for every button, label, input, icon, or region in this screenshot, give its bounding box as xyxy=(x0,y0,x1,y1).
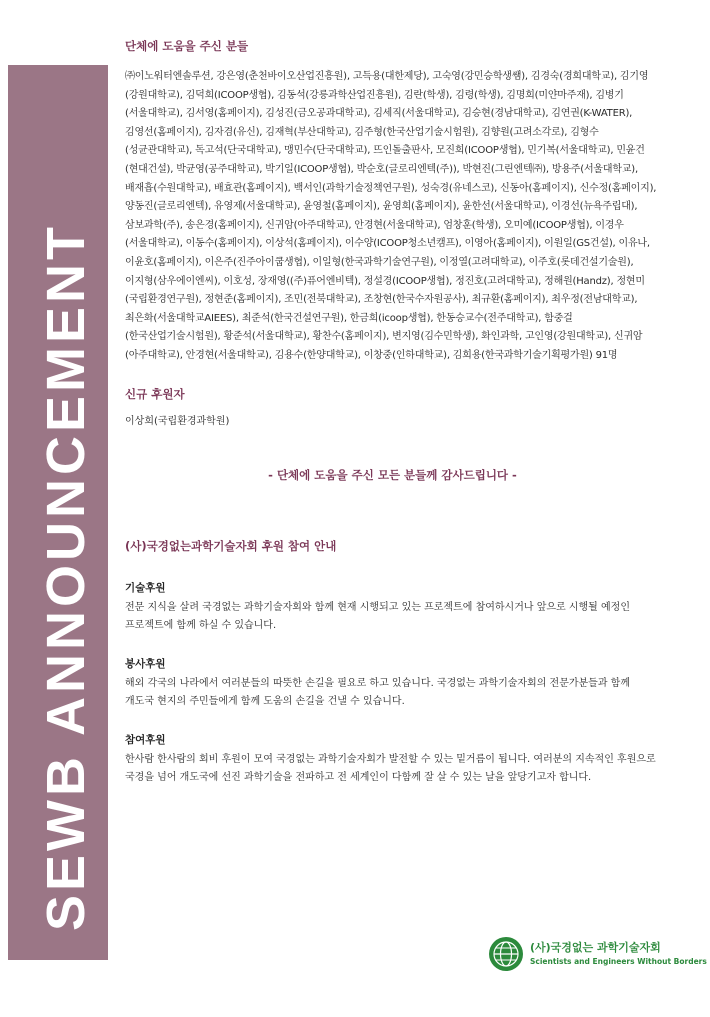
support-item-title: 기술후원 xyxy=(125,581,166,594)
globe-icon xyxy=(488,936,524,972)
support-item-technical xyxy=(125,580,660,636)
support-item-title: 봉사후원 xyxy=(125,657,166,670)
support-item-text: 해외 각국의 나라에서 여러분들의 따뜻한 손길을 필요로 하고 있습니다. 국경없는 과학기술자회의 전문가분들과 함께 개도국 현지의 주민들에게 함께 도움의 손길을 건낼 수 있습니다. xyxy=(125,677,631,707)
support-item-membership xyxy=(125,732,660,788)
sidebar-band xyxy=(8,65,108,960)
main-content xyxy=(125,38,660,788)
new-sponsors-list: 이상희(국립환경과학원) xyxy=(125,415,230,427)
support-info-heading: (사)국경없는과학기술자회 후원 참여 안내 xyxy=(125,538,337,553)
organization-logo xyxy=(488,936,707,972)
support-item-text: 전문 지식을 살려 국경없는 과학기술자회와 함께 현재 시행되고 있는 프로젝트에 참여하시거나 앞으로 시행될 예정인 프로젝트에 함께 하실 수 있습니다. xyxy=(125,601,631,631)
support-item-title: 참여후원 xyxy=(125,733,166,746)
logo-korean-name: (사)국경없는 과학기술자회 xyxy=(530,941,661,954)
thanks-message: - 단체에 도움을 주신 모든 분들께 감사드립니다 - xyxy=(268,467,517,482)
support-item-text: 한사람 한사람의 회비 후원이 모여 국경없는 과학기술자회가 발전할 수 있는 밑거름이 됩니다. 여러분의 지속적인 후원으로 국경을 넘어 개도국에 선진 과학기술을 전파하고 전 세계인이 다함께 잘 살 수 있는 날을 앞당기고자 합니다. xyxy=(125,753,656,783)
support-item-volunteer xyxy=(125,656,660,712)
donors-heading: 단체에 도움을 주신 분들 xyxy=(125,39,249,53)
logo-english-name: Scientists and Engineers Without Borders xyxy=(530,957,707,966)
donors-list: ㈜이노워터엔솔루션, 강은영(춘천바이오산업진흥원), 고득용(대한제당), 고숙영(강민승학생쌤), 김경숙(경희대학교), 김기영(강원대학교), 김덕희(ICOOP생협), 김동석(강릉과학산업진흥원), 김란(학생), 김령(학생), 김명희(미얀마주재), 김병기(서울대학교), 김서영(홈페이지), 김성진(금오공과대학교), 김세직(서울대학교), 김승현(경남대학교), 김연권(K-WATER), 김영선(홈페이지), 김자겸(유신), 김재혁(부산대학교), 김주형(한국산업기술시험원), 김향원(고려소각로), 김형수(성균관대학교), 독고석(단국대학교), 맹민수(단국대학교), 뜨인돌출판사, 모진희(ICOOP생협), 민기복(서울대학교), 민윤건(현대건설), 박균영(공주대학교), 박기일(ICOOP생협), 박순호(글로리엔텍(주)), 박현진(그린엔텍㈜), 방용주(서울대학교), 배재흡(수원대학교), 배효관(홈페이지), 백서인(과학기술정책연구원), 성숙경(유네스코), 신동아(홈페이지), 신수정(홈페이지), 양동진(글로리엔텍), 유영제(서울대학교), 윤영철(홈페이지), 윤영희(홈페이지), 윤한선(서울대학교), 이경선(뉴욕주립대), 삼보과학(주), 송은경(홈페이지), 신귀암(아주대학교), 안경현(서울대학교), 엄창훈(학생), 오미예(ICOOP생협), 이경우(서울대학교), 이동수(홈페이지), 이상석(홈페이지), 이수양(ICOOP청소년캠프), 이영아(홈페이지), 이원일(GS건설), 이유나, 이윤호(홈페이지), 이은주(진주아이쿱생협), 이일형(한국과학기술연구원), 이정열(고려대학교), 이주호(롯데건설기술원), 이지형(삼우에이엔씨), 이호성, 장재영((주)퓨어엔비텍), 정설경(ICOOP생협), 정진호(고려대학교), 정해원(Handz), 정현미(국립환경연구원), 정현준(홈페이지), 조민(전북대학교), 조창현(한국수자원공사), 최규환(홈페이지), 최우정(전남대학교), 최은화(서울대학교AIEES), 최준석(한국건설연구원), 한금희(icoop생협), 한동승교수(전주대학교), 함중걸(한국산업기술시험원), 황준석(서울대학교), 황찬수(홈페이지), 변지영(김수민학생), 화인과학, 고인영(강원대학교), 신귀암(아주대학교), 안경현(서울대학교), 김용수(한양대학교), 이창중(인하대학교), 김희용(한국과학기술기획평가원) 91명 xyxy=(125,71,657,361)
new-sponsors-heading: 신규 후원자 xyxy=(125,386,185,401)
sidebar-title: SEWB ANNOUNCEMENT xyxy=(36,223,96,931)
